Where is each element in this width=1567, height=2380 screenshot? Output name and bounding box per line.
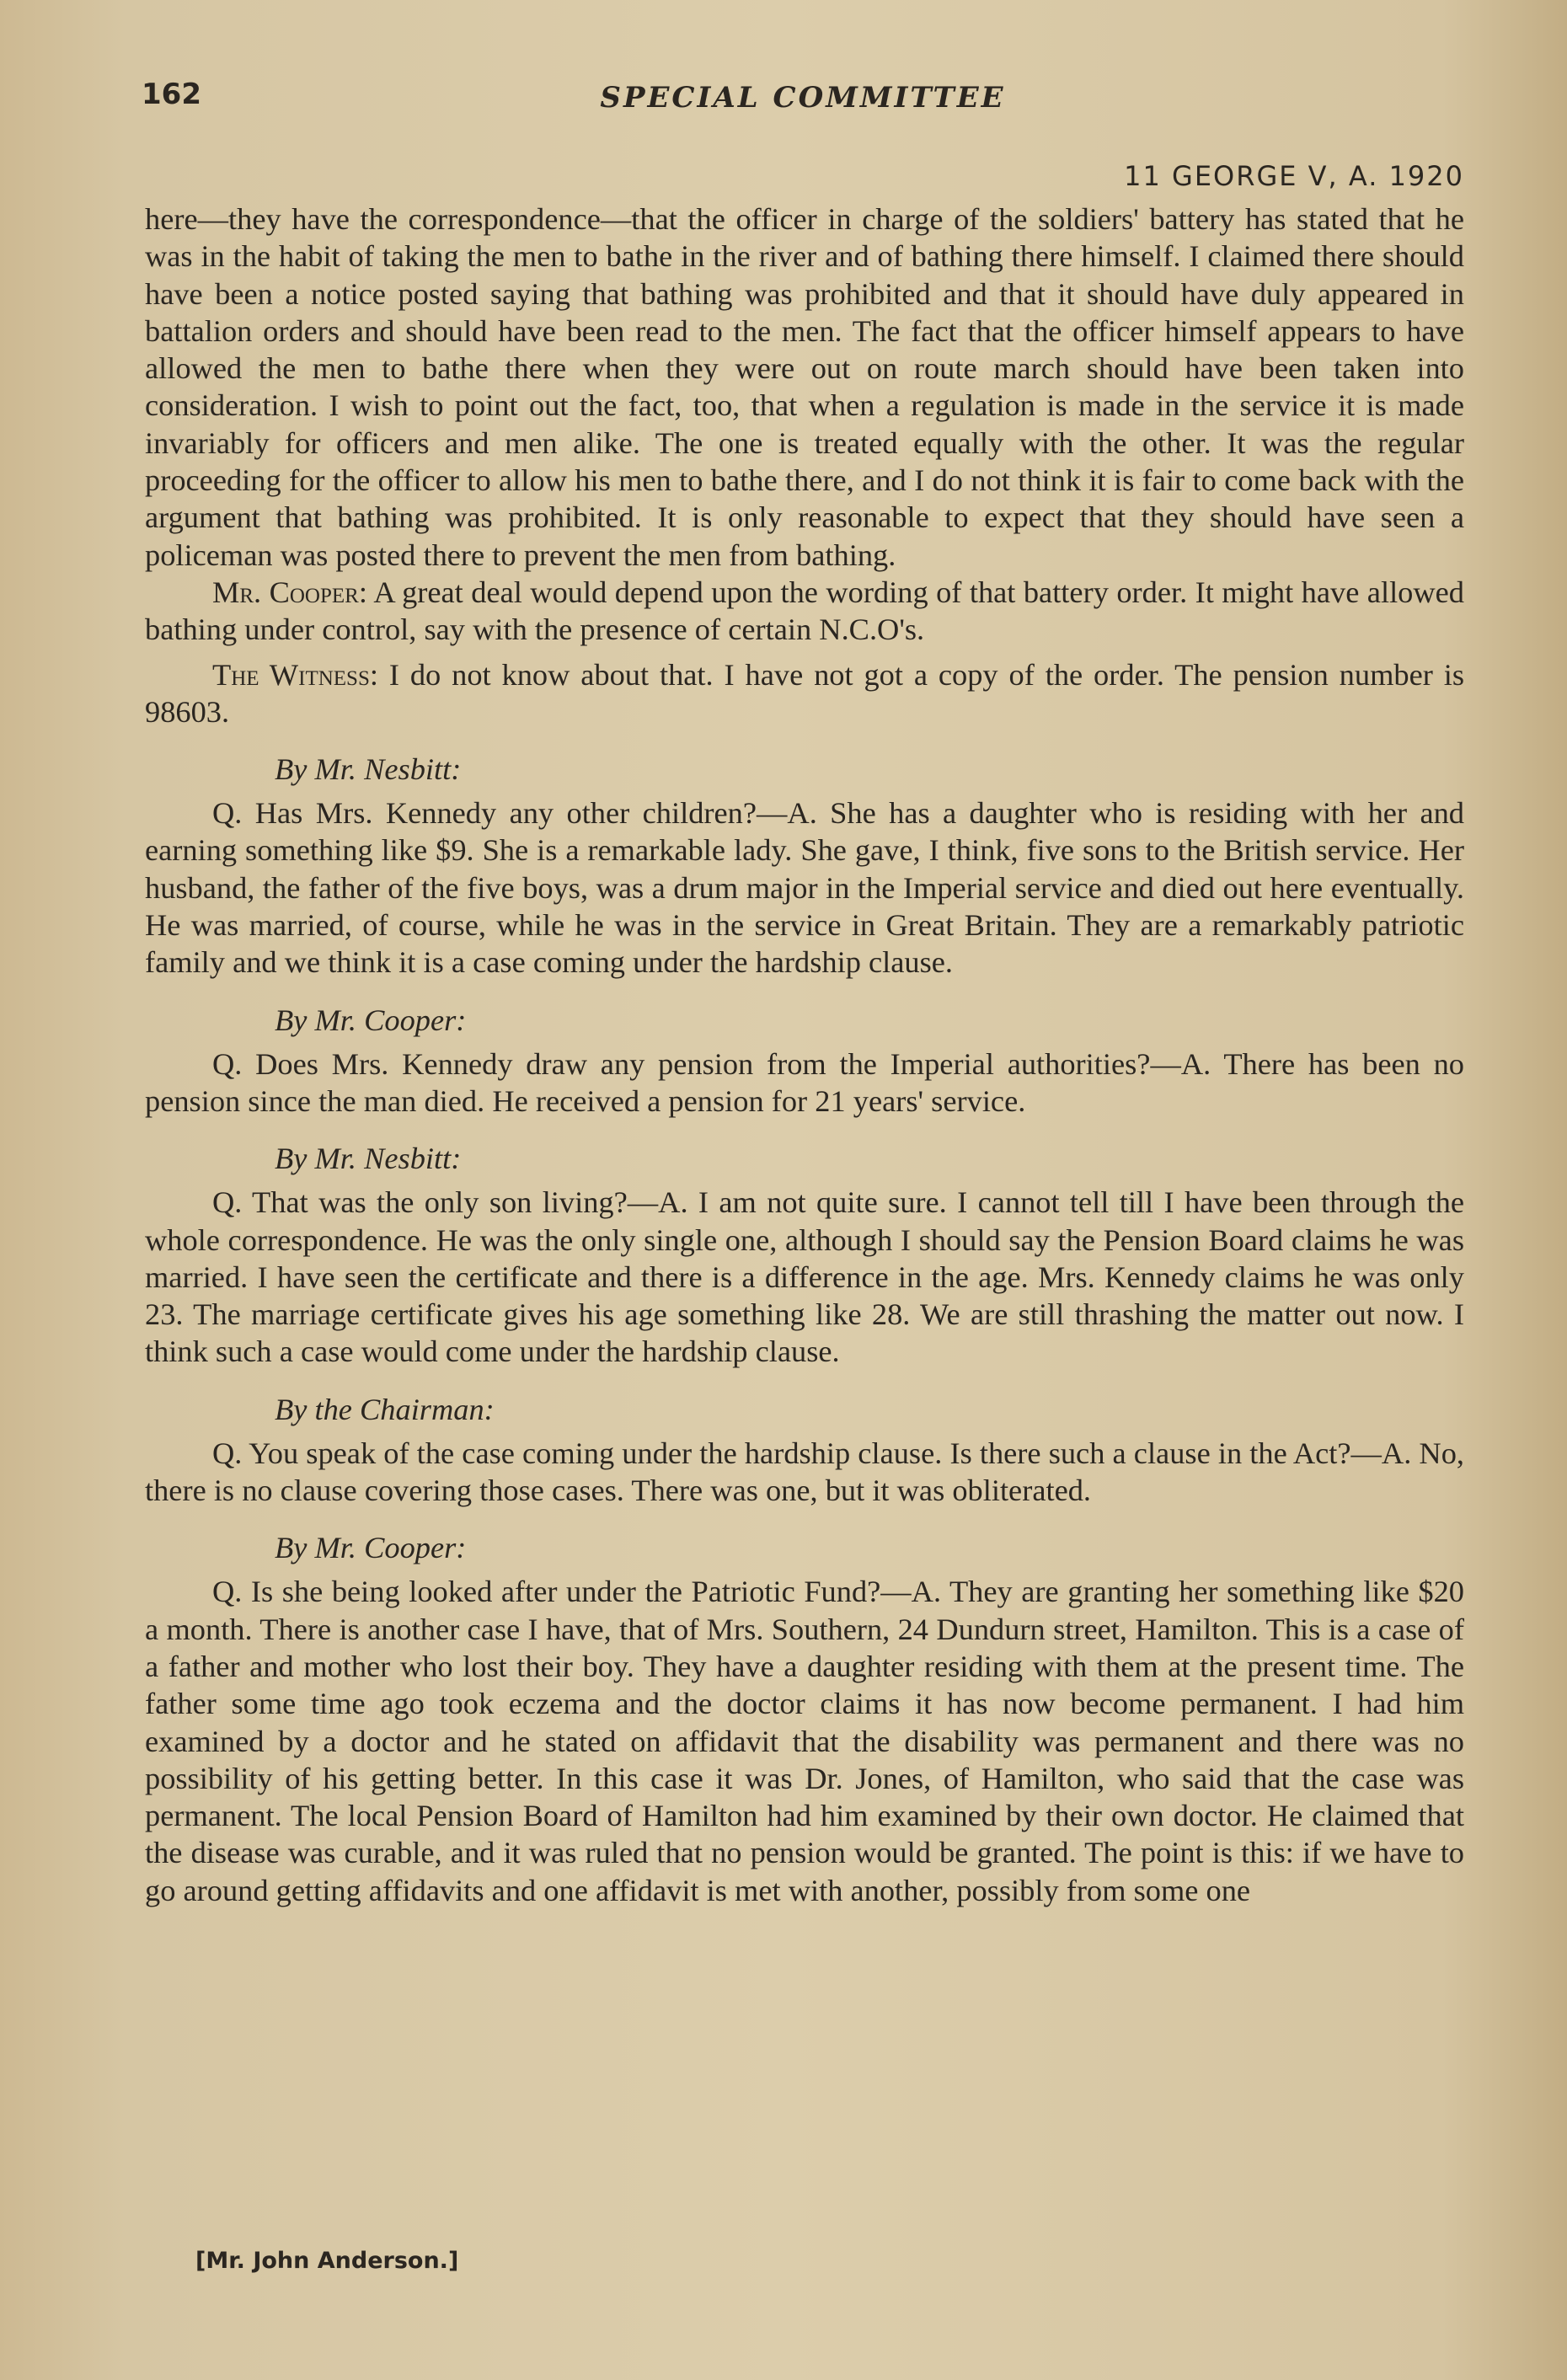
paragraph [145, 574, 1464, 649]
speaker-name: Mr. Cooper [212, 575, 359, 609]
body-text [145, 201, 1464, 1909]
paragraph: Q. Is she being looked after under the Patriotic Fund?—A. They are granting her something like $20 a month. There is another case I have, that of Mrs. Southern, 24 Dundurn street, Hamilton. This is a case of a father and mother who lost their boy. They have a daughter residing with them at the present time. The father some time ago took eczema and the doctor claims it has now become permanent. I had him examined by a doctor and he stated on affidavit that the disability was permanent and there was no possibility of his getting better. In this case it was Dr. Jones, of Hamilton, who said that the case was permanent. The local Pension Board of Hamilton had him examined by their own doctor. He claimed that the disease was curable, and it was ruled that no pension would be granted. The point is this: if we have to go around getting affidavits and one affidavit is met with another, possibly from some one [145, 1575, 1464, 1907]
session-label: 11 GEORGE V, A. 1920 [1124, 160, 1464, 192]
paragraph: Q. Has Mrs. Kennedy any other children?—A. She has a daughter who is residing with her and earning something like $9. She is a remarkable lady. She gave, I think, five sons to the British service. Her husband, the father of the five boys, was a drum major in the Imperial service and died out here eventually. He was married, of course, while he was in the service in Great Britain. They are a remarkably patriotic family and we think it is a case coming under the hardship clause. [145, 796, 1464, 980]
paragraph [145, 656, 1464, 731]
page-header [142, 78, 1464, 128]
section-heading: By Mr. Nesbitt: [275, 752, 462, 787]
section-heading: By the Chairman: [275, 1392, 495, 1426]
paragraph-text: : I do not know about that. I have not got a copy of the order. The pension number is 98603. [145, 657, 1464, 729]
page-number: 162 [142, 78, 201, 111]
speaker-footnote: [Mr. John Anderson.] [195, 2248, 459, 2274]
section-heading: By Mr. Cooper: [275, 1531, 467, 1565]
section-heading: By Mr. Cooper: [275, 1003, 467, 1037]
section-heading: By Mr. Nesbitt: [275, 1142, 462, 1176]
paragraph: Q. Does Mrs. Kennedy draw any pension from the Imperial authorities?—A. There has been no pension since the man died. He received a pension for 21 years' service. [145, 1046, 1464, 1118]
paragraph: here—they have the correspondence—that the officer in charge of the soldiers' battery has stated that he was in the habit of taking the men to bathe in the river and of bathing there himself. I claimed there should have been a notice posted saying that bathing was prohibited and that it should have duly appeared in battalion orders and should have been read to the men. The fact that the officer himself appears to have allowed the men to bathe there when they were out on route march should have been taken into consideration. I wish to point out the fact, too, that when a regulation is made in the service it is made invariably for officers and men alike. The one is treated equally with the other. It was the regular proceeding for the officer to allow his men to bathe there, and I do not think it is fair to come back with the argument that bathing was prohibited. It is only reasonable to expect that they should have seen a policeman was posted there to prevent the men from bathing. [145, 202, 1464, 572]
paragraph: Q. You speak of the case coming under the hardship clause. Is there such a clause in the Act?—A. No, there is no clause covering those cases. There was one, but it was obliterated. [145, 1436, 1464, 1508]
paragraph: Q. That was the only son living?—A. I am not quite sure. I cannot tell till I have been through the whole correspondence. He was the only single one, although I should say the Pension Board claims he was married. I have seen the certificate and there is a difference in the age. Mrs. Kennedy claims he was only 23. The marriage certificate gives his age something like 28. We are still thrashing the matter out now. I think such a case would come under the hardship clause. [145, 1185, 1464, 1369]
paragraph-text: : A great deal would depend upon the wording of that battery order. It might have allowed bathing under control, say with the presence of certain N.C.O's. [145, 575, 1464, 647]
speaker-name: The Witness [212, 657, 370, 692]
running-title: SPECIAL COMMITTEE [600, 81, 1006, 115]
